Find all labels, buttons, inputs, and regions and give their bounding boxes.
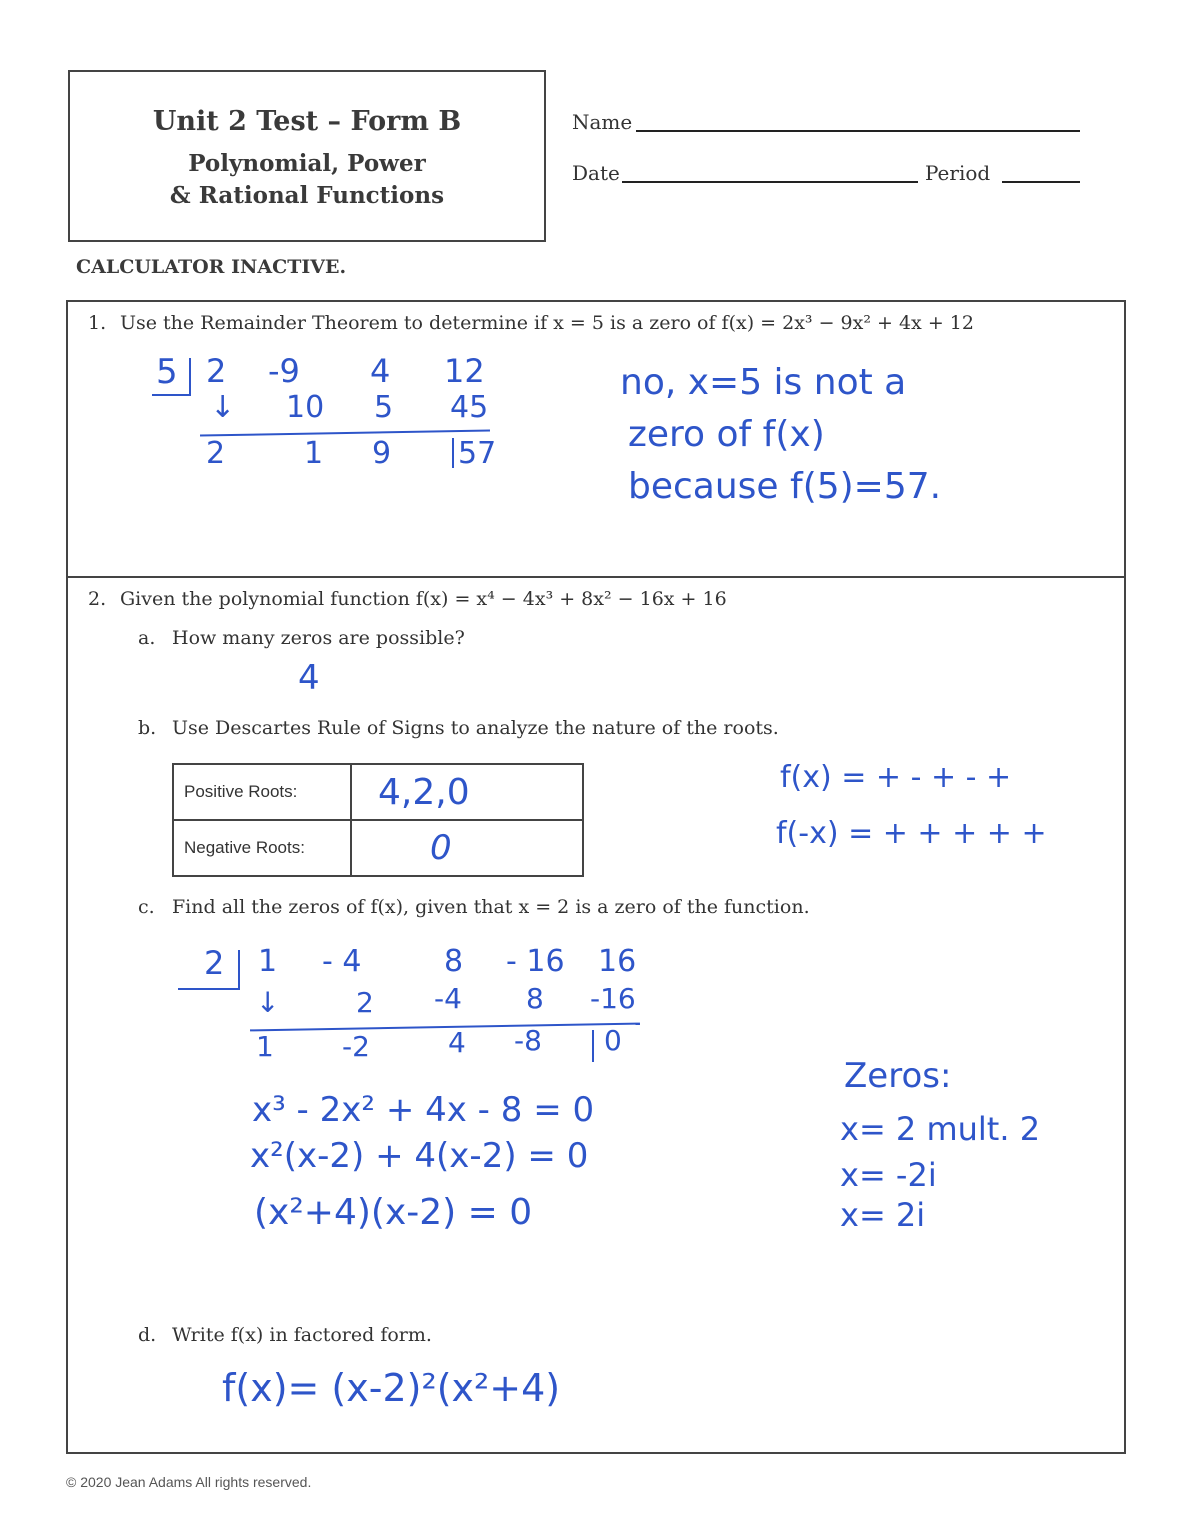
table-row — [173, 764, 583, 820]
q2c-divisor: 2 — [204, 944, 225, 982]
q1-number: 1. — [88, 312, 107, 334]
negative-roots-label-cell — [173, 820, 351, 876]
q1-row2-c3: 5 — [374, 390, 394, 425]
negative-roots-value-cell[interactable] — [351, 820, 583, 876]
positive-roots-value-cell[interactable] — [351, 764, 583, 820]
positive-roots-label: Positive Roots: — [184, 782, 298, 801]
q1-row3-c4: 57 — [458, 436, 497, 471]
period-label: Period — [925, 161, 991, 185]
q2c-row2-c5: -16 — [590, 982, 636, 1015]
q1-row2-c1: ↓ — [210, 390, 236, 425]
q2d-prompt: Write f(x) in factored form. — [172, 1324, 432, 1346]
q1-row1-c1: 2 — [206, 352, 227, 390]
calculator-note: CALCULATOR INACTIVE. — [76, 256, 347, 278]
q2a-answer: 4 — [298, 658, 320, 698]
q2c-remainder-box — [592, 1030, 594, 1062]
q2d-label: d. — [138, 1324, 157, 1346]
q2c-row3-c5: 0 — [604, 1024, 622, 1057]
sign-pattern-fx: f(x) = + - + - + — [780, 760, 1012, 795]
q1-answer-line-1: no, x=5 is not a — [620, 362, 907, 403]
date-label: Date — [572, 161, 620, 185]
name-field[interactable] — [636, 130, 1080, 132]
q1-row3-c2: 1 — [304, 436, 324, 471]
q2a-prompt: How many zeros are possible? — [172, 627, 465, 649]
q1-divisor: 5 — [156, 352, 178, 392]
positive-roots-value: 4,2,0 — [378, 771, 470, 813]
q1-row1-c3: 4 — [370, 352, 391, 390]
q1-divisor-bracket-vertical — [189, 358, 191, 396]
q1-answer-line-3: because f(5)=57. — [628, 466, 942, 507]
q2c-row3-c3: 4 — [448, 1026, 466, 1059]
q2d-answer: f(x)= (x-2)²(x²+4) — [222, 1366, 561, 1410]
q2a-label: a. — [138, 627, 156, 649]
positive-roots-label-cell — [173, 764, 351, 820]
q2c-work-line-2: x²(x-2) + 4(x-2) = 0 — [250, 1136, 589, 1176]
q2c-divisor-bracket — [178, 988, 240, 990]
q1-row2-c4: 45 — [450, 390, 489, 425]
q2c-row2-c3: -4 — [434, 982, 462, 1015]
q1-row3-c1: 2 — [206, 436, 226, 471]
q2c-row3-c2: -2 — [342, 1030, 370, 1063]
q2c-work-line-3: (x²+4)(x-2) = 0 — [254, 1192, 533, 1233]
roots-table — [172, 763, 584, 877]
q2-number: 2. — [88, 588, 107, 610]
test-title: Unit 2 Test – Form B — [152, 106, 462, 137]
q2c-label: c. — [138, 896, 155, 918]
q2b-prompt: Use Descartes Rule of Signs to analyze the nature of the roots. — [172, 717, 779, 739]
q1-divisor-bracket — [152, 394, 190, 396]
zeros-title: Zeros: — [844, 1056, 952, 1096]
q2c-divisor-bracket-vertical — [238, 950, 240, 990]
q2c-row1-c1: 1 — [258, 944, 278, 979]
q2c-row1-c2: - 4 — [322, 944, 362, 979]
name-label: Name — [572, 110, 633, 134]
q2c-row1-c4: - 16 — [506, 944, 565, 979]
q2c-row1-c3: 8 — [444, 944, 464, 979]
q1-row1-c4: 12 — [444, 352, 485, 390]
zero-1: x= 2 mult. 2 — [840, 1110, 1041, 1148]
q1-remainder-box — [452, 438, 454, 468]
zero-2: x= -2i — [840, 1156, 937, 1194]
q2c-row1-c5: 16 — [598, 944, 637, 979]
q2c-prompt: Find all the zeros of f(x), given that x = 2 is a zero of the function. — [172, 896, 810, 918]
table-row — [173, 820, 583, 876]
q2c-row3-c1: 1 — [256, 1030, 274, 1063]
q2c-row3-c4: -8 — [514, 1024, 542, 1057]
question-2-box — [66, 576, 1126, 1454]
q1-prompt: Use the Remainder Theorem to determine if x = 5 is a zero of f(x) = 2x³ − 9x² + 4x + 12 — [120, 312, 974, 334]
q2c-row2-c1: ↓ — [256, 986, 280, 1019]
q1-row2-c2: 10 — [286, 390, 325, 425]
q1-row3-c3: 9 — [372, 436, 392, 471]
q2c-row2-c4: 8 — [526, 982, 544, 1015]
q2b-label: b. — [138, 717, 157, 739]
negative-roots-label: Negative Roots: — [184, 838, 305, 857]
sign-pattern-f-neg-x: f(-x) = + + + + + — [776, 816, 1047, 851]
q2c-work-line-1: x³ - 2x² + 4x - 8 = 0 — [252, 1090, 595, 1130]
header-title-box — [68, 70, 546, 242]
q1-row1-c2: -9 — [268, 352, 300, 390]
date-field[interactable] — [622, 181, 918, 183]
copyright-footer: © 2020 Jean Adams All rights reserved. — [66, 1474, 312, 1490]
q1-answer-line-2: zero of f(x) — [628, 414, 825, 455]
q2-prompt: Given the polynomial function f(x) = x⁴ − 4x³ + 8x² − 16x + 16 — [120, 588, 727, 610]
period-field[interactable] — [1002, 181, 1080, 183]
q2c-row2-c2: 2 — [356, 986, 374, 1019]
test-subtitle-1: Polynomial, Power — [188, 150, 426, 177]
zero-3: x= 2i — [840, 1196, 926, 1234]
test-subtitle-2: & Rational Functions — [169, 182, 445, 209]
negative-roots-value: 0 — [430, 828, 452, 868]
